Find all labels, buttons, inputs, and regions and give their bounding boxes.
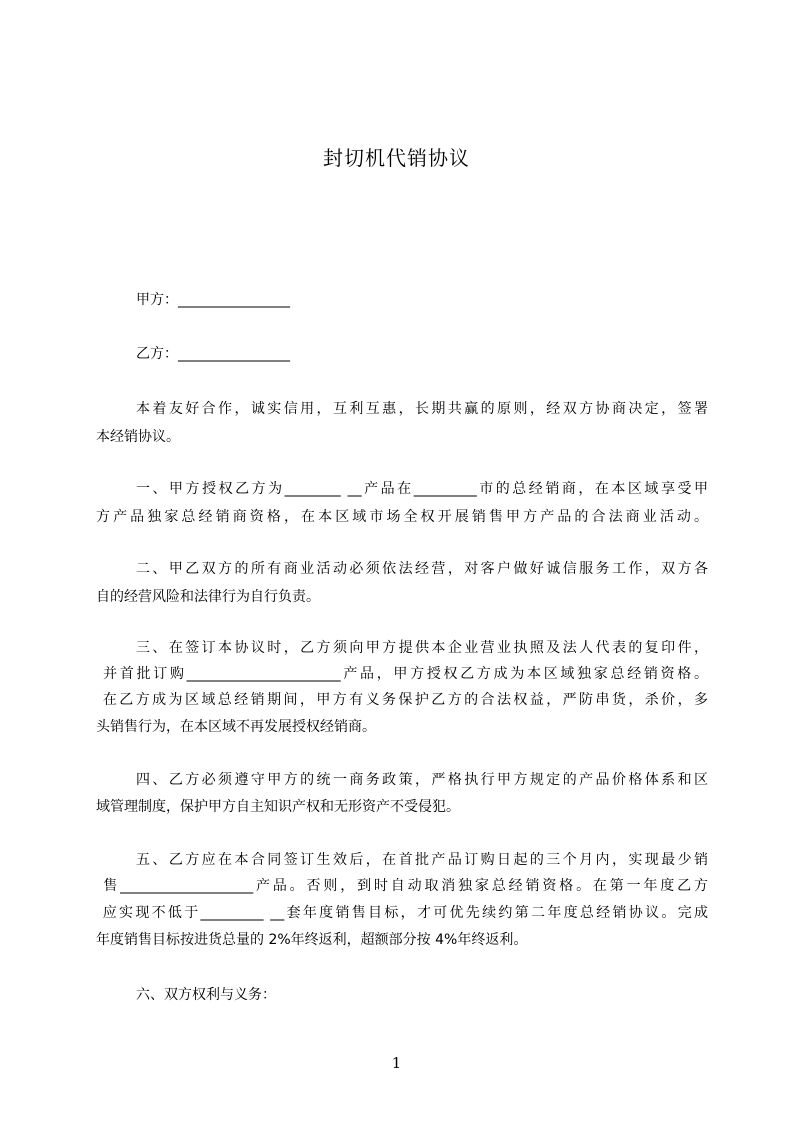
clause-5-line-3: 应实现不低于_________ __套年度销售目标，才可优先续约第二年度总经销协议。完成 xyxy=(96,905,708,921)
clause-2-line-2: 自的经营风险和法律行为自行负责。 xyxy=(96,589,320,605)
clause-6-heading: 六、双方权利与义务： xyxy=(136,987,276,1003)
party-b-line: 乙方：________________ xyxy=(136,346,290,362)
clause-5-line-2: 售___________________产品。否则，到时自动取消独家总经销资格。在第一年度乙方 xyxy=(96,878,708,894)
preamble-line-2: 本经销协议。 xyxy=(96,429,180,445)
clause-3-line-4: 头销售行为，在本区域不再发展授权经销商。 xyxy=(96,719,376,735)
clause-3-line-1: 三、在签订本协议时，乙方须向甲方提供本企业营业执照及法人代表的复印件， xyxy=(136,640,708,656)
clause-1-line-1: 一、甲方授权乙方为________ __产品在_________市的总经销商，在本区域享受甲 xyxy=(136,481,708,497)
clause-4-line-2: 域管理制度，保护甲方自主知识产权和无形资产不受侵犯。 xyxy=(96,799,460,815)
party-a-line: 甲方：________________ xyxy=(136,292,290,308)
clause-5-line-1: 五、乙方应在本合同签订生效后，在首批产品订购日起的三个月内，实现最少销 xyxy=(136,852,708,868)
clause-3-line-3: 在乙方成为区域总经销期间，甲方有义务保护乙方的合法权益，严防串货，杀价，多 xyxy=(96,692,708,708)
clause-4-line-1: 四、乙方必须遵守甲方的统一商务政策，严格执行甲方规定的产品价格体系和区 xyxy=(136,772,708,788)
document-title: 封切机代销协议 xyxy=(323,146,470,170)
page-number: 1 xyxy=(391,1054,402,1072)
clause-3-line-2: 并首批订购______________________产品，甲方授权乙方成为本区域独家总经销资格。 xyxy=(96,666,708,682)
clause-5-line-4: 年度销售目标按进货总量的 2%年终返利，超额部分按 4%年终返利。 xyxy=(96,932,528,948)
preamble-line-1: 本着友好合作，诚实信用，互利互惠，长期共赢的原则，经双方协商决定，签署 xyxy=(136,401,708,417)
clause-1-line-2: 方产品独家总经销商资格，在本区域市场全权开展销售甲方产品的合法商业活动。 xyxy=(96,509,708,525)
clause-2-line-1: 二、甲乙双方的所有商业活动必须依法经营，对客户做好诚信服务工作，双方各 xyxy=(136,561,708,577)
